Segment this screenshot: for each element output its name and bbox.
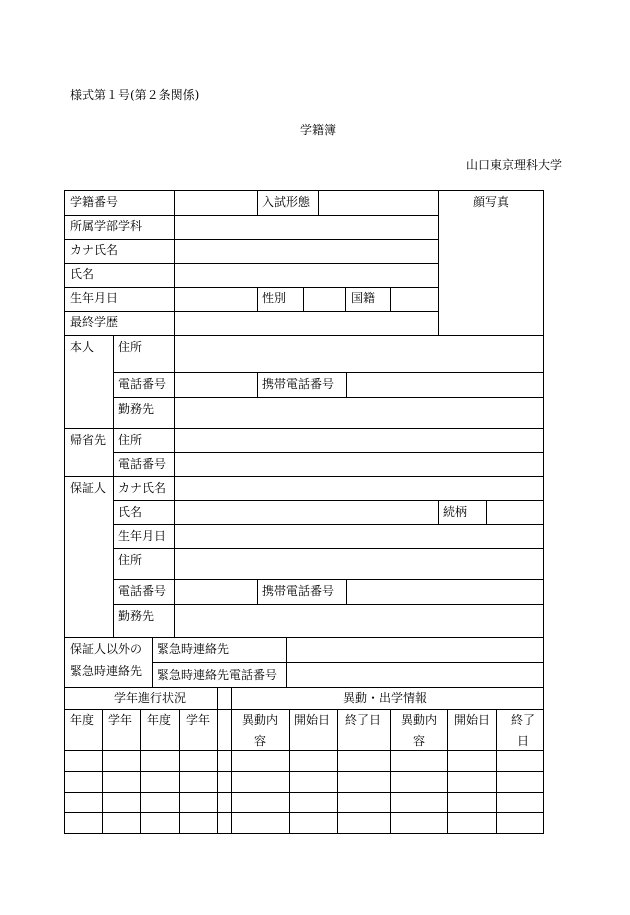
- self-mobile-field[interactable]: [347, 373, 543, 397]
- last-education-field[interactable]: [175, 312, 438, 335]
- home-phone-field[interactable]: [175, 453, 543, 476]
- name-label: 氏名: [70, 267, 95, 281]
- changes-header-start: 開始日: [454, 713, 491, 727]
- changes-header-end: 終了: [511, 713, 536, 727]
- progress-header-year: 年度: [147, 713, 172, 727]
- changes-header-start: 開始日: [294, 713, 331, 727]
- photo-area[interactable]: [439, 210, 543, 335]
- kana-name-label: カナ氏名: [70, 243, 119, 257]
- progress-header-grade: 学年: [186, 713, 211, 727]
- department-label: 所属学部学科: [70, 219, 143, 233]
- progress-title: 学年進行状況: [114, 691, 187, 705]
- home-address-label: 住所: [118, 433, 143, 447]
- self-mobile-label: 携帯電話番号: [262, 377, 335, 391]
- guarantor-mobile-field[interactable]: [347, 580, 543, 604]
- form-number: 様式第１号(第２条関係): [70, 88, 200, 102]
- emergency-contact-label: 緊急時連絡先: [157, 642, 230, 656]
- progress-header-year: 年度: [70, 713, 95, 727]
- home-address-field[interactable]: [175, 429, 543, 452]
- photo-label: 顔写真: [473, 195, 510, 209]
- progress-header-grade: 学年: [108, 713, 133, 727]
- department-field[interactable]: [175, 216, 438, 239]
- emergency-phone-field[interactable]: [287, 663, 543, 687]
- name-field[interactable]: [175, 264, 438, 287]
- changes-header-content: 容: [254, 734, 267, 748]
- self-workplace-label: 勤務先: [118, 402, 155, 416]
- self-address-label: 住所: [118, 340, 143, 354]
- birthdate-label: 生年月日: [70, 291, 119, 305]
- student-id-field[interactable]: [175, 191, 257, 215]
- self-workplace-field[interactable]: [175, 398, 543, 428]
- guarantor-name-label: 氏名: [118, 505, 143, 519]
- emergency-group-label-2: 緊急時連絡先: [70, 664, 143, 678]
- guarantor-birthdate-label: 生年月日: [118, 529, 167, 543]
- nationality-field[interactable]: [391, 288, 438, 311]
- guarantor-phone-field[interactable]: [175, 580, 257, 604]
- birthdate-field[interactable]: [175, 288, 257, 311]
- changes-header-content: 容: [413, 734, 426, 748]
- changes-title: 異動・出学情報: [343, 691, 428, 705]
- emergency-phone-label: 緊急時連絡先電話番号: [157, 668, 278, 682]
- changes-header-content: 異動内: [401, 713, 438, 727]
- gender-field[interactable]: [304, 288, 345, 311]
- home-group-label: 帰省先: [70, 433, 107, 447]
- emergency-group-label-1: 保証人以外の: [70, 642, 143, 656]
- guarantor-name-field[interactable]: [175, 501, 438, 524]
- guarantor-address-label: 住所: [118, 553, 143, 567]
- home-phone-label: 電話番号: [118, 457, 167, 471]
- guarantor-workplace-field[interactable]: [175, 605, 543, 637]
- guarantor-mobile-label: 携帯電話番号: [262, 584, 335, 598]
- guarantor-address-field[interactable]: [175, 549, 543, 579]
- last-education-label: 最終学歴: [70, 315, 119, 329]
- changes-header-content: 異動内: [242, 713, 279, 727]
- guarantor-relation-field[interactable]: [487, 501, 543, 524]
- self-address-field[interactable]: [175, 336, 543, 372]
- admission-type-label: 入試形態: [262, 195, 311, 209]
- guarantor-kana-name-label: カナ氏名: [118, 481, 167, 495]
- guarantor-workplace-label: 勤務先: [118, 609, 155, 623]
- institution-name: 山口東京理科大学: [466, 158, 563, 172]
- guarantor-relation-label: 続柄: [443, 505, 468, 519]
- changes-header-end: 終了日: [345, 713, 382, 727]
- emergency-contact-field[interactable]: [287, 638, 543, 662]
- guarantor-kana-name-field[interactable]: [175, 477, 543, 500]
- student-id-label: 学籍番号: [70, 195, 119, 209]
- admission-type-field[interactable]: [319, 191, 438, 215]
- self-group-label: 本人: [70, 340, 95, 354]
- guarantor-group-label: 保証人: [70, 481, 107, 495]
- kana-name-field[interactable]: [175, 240, 438, 263]
- nationality-label: 国籍: [351, 291, 376, 305]
- self-phone-label: 電話番号: [118, 377, 167, 391]
- document-title: 学籍簿: [300, 123, 337, 137]
- changes-header-end: 日: [517, 734, 530, 748]
- gender-label: 性別: [262, 291, 287, 305]
- guarantor-birthdate-field[interactable]: [175, 525, 543, 548]
- guarantor-phone-label: 電話番号: [118, 584, 167, 598]
- self-phone-field[interactable]: [175, 373, 257, 397]
